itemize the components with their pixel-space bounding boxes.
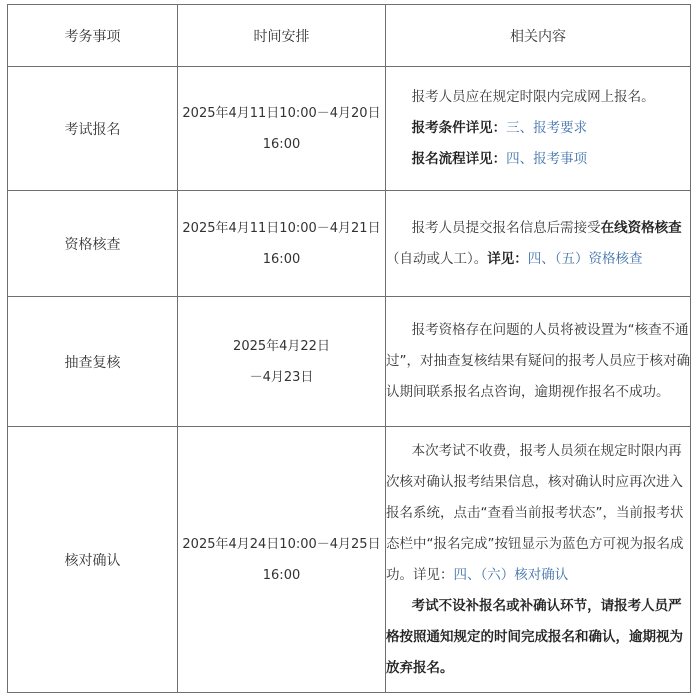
content-line: 报名流程详见：四、报考事项 bbox=[411, 151, 588, 167]
requirements-link[interactable]: 三、报考要求 bbox=[506, 120, 588, 136]
content-warning: 考试不设补报名或补确认环节，请报考人员严格按照通知规定的时间完成报名和确认，逾期视为放弃报名。 bbox=[386, 597, 683, 676]
table-row bbox=[8, 427, 691, 693]
content-paragraph: 报考资格存在问题的人员将被设置为“核查不通过”，对抽查复核结果有疑问的报考人员应于核对确认期间联系报名点咨询，逾期视作报名不成功。 bbox=[386, 322, 690, 400]
row-content bbox=[386, 297, 691, 427]
row-content bbox=[386, 191, 691, 297]
content-line: 报考人员应在规定时限内完成网上报名。 bbox=[411, 89, 655, 105]
row-item: 考试报名 bbox=[8, 67, 178, 191]
row-time: 2025年4月11日10:00－4月21日 16:00 bbox=[178, 191, 386, 297]
content-paragraph: 报考人员提交报名信息后需接受在线资格核查（自动或人工）。详见：四、（五）资格核查 bbox=[386, 219, 682, 267]
confirmation-link[interactable]: 四、（六）核对确认 bbox=[453, 566, 569, 583]
row-time: 2025年4月11日10:00－4月20日 16:00 bbox=[178, 67, 386, 191]
row-item: 核对确认 bbox=[8, 427, 178, 693]
row-content bbox=[386, 67, 691, 191]
header-item: 考务事项 bbox=[8, 5, 178, 67]
content-paragraph: 本次考试不收费，报考人员须在规定时限内再次核对确认报考结果信息，核对确认时应再次进入报名系统，点击“查看当前报考状态”，当前报考状态栏中“报名完成”按钮显示为蓝色方可视为报名成功。详见：四、（六）核对确认 bbox=[386, 442, 684, 583]
header-content: 相关内容 bbox=[386, 5, 691, 67]
qualification-check-link[interactable]: 四、（五）资格核查 bbox=[527, 250, 643, 267]
schedule-table bbox=[7, 4, 691, 693]
header-time: 时间安排 bbox=[178, 5, 386, 67]
table-row bbox=[8, 297, 691, 427]
row-time: 2025年4月22日 －4月23日 bbox=[178, 297, 386, 427]
header-row bbox=[8, 5, 691, 67]
row-item: 抽查复核 bbox=[8, 297, 178, 427]
row-time: 2025年4月24日10:00－4月25日 16:00 bbox=[178, 427, 386, 693]
content-line: 报考条件详见：三、报考要求 bbox=[411, 120, 588, 136]
procedure-link[interactable]: 四、报考事项 bbox=[506, 151, 588, 167]
table-row bbox=[8, 191, 691, 297]
table-row bbox=[8, 67, 691, 191]
row-content bbox=[386, 427, 691, 693]
row-item: 资格核查 bbox=[8, 191, 178, 297]
